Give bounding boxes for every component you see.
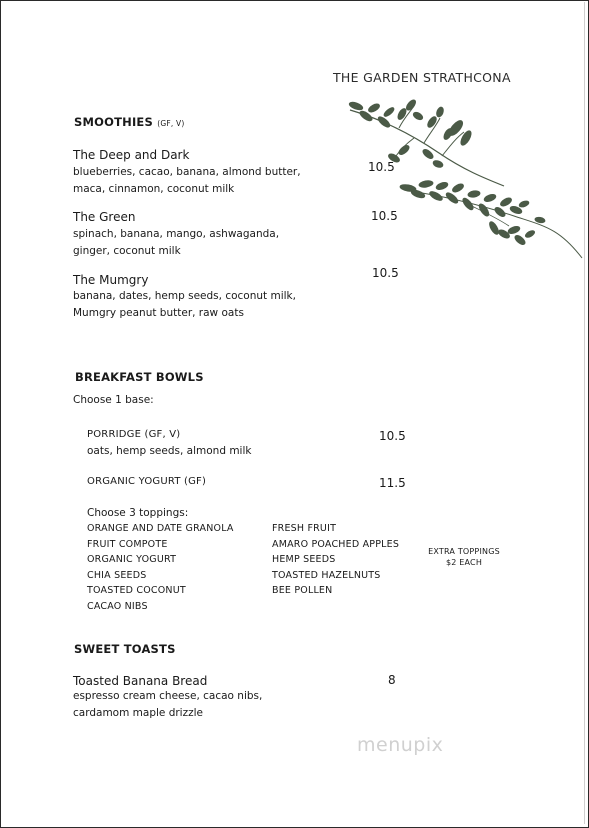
menu-item-price: 10.5 <box>371 209 398 223</box>
topping-item: TOASTED COCONUT <box>87 585 186 596</box>
menu-item-price: 10.5 <box>368 160 395 174</box>
topping-item: FRUIT COMPOTE <box>87 538 168 550</box>
topping-item: ORANGE AND DATE GRANOLA <box>87 523 234 534</box>
bowl-base-description: oats, hemp seeds, almond milk <box>87 445 252 457</box>
menu-item-description: blueberries, cacao, banana, almond butter, maca, cinnamon, coconut milk <box>73 166 301 195</box>
bowl-base-price: 11.5 <box>379 476 406 490</box>
bowl-base-name: ORGANIC YOGURT (GF) <box>87 476 207 487</box>
topping-item: CHIA SEEDS <box>87 569 147 581</box>
extra-toppings-note: EXTRA TOPPINGS $2 EACH <box>428 547 500 567</box>
breakfast-bowls-heading: BREAKFAST BOWLS <box>75 370 204 384</box>
topping-item: CACAO NIBS <box>87 600 148 612</box>
menu-item-price: 10.5 <box>372 266 399 280</box>
topping-item: ORGANIC YOGURT <box>87 554 177 565</box>
bowl-base-name: PORRIDGE (GF, V) <box>87 429 181 440</box>
menu-item-name: The Green <box>73 210 136 224</box>
toppings-prompt: Choose 3 toppings: <box>87 507 189 519</box>
menu-item-description: espresso cream cheese, cacao nibs, cardamom maple drizzle <box>73 690 263 719</box>
botanical-leaves-icon <box>344 98 584 260</box>
menu-item-description: banana, dates, hemp seeds, coconut milk, Mumgry peanut butter, raw oats <box>73 290 296 319</box>
menu-item-description: spinach, banana, mango, ashwaganda, ginger, coconut milk <box>73 228 280 257</box>
base-prompt: Choose 1 base: <box>73 394 154 406</box>
toppings-column-2 <box>272 521 399 599</box>
sweet-toasts-heading: SWEET TOASTS <box>74 642 176 656</box>
menu-item-name: The Mumgry <box>73 273 149 287</box>
topping-item: FRESH FRUIT <box>272 523 337 534</box>
watermark: menupix <box>357 734 444 756</box>
topping-item: HEMP SEEDS <box>272 554 336 565</box>
smoothies-heading: SMOOTHIES (GF, V) <box>74 115 185 129</box>
restaurant-name: THE GARDEN STRATHCONA <box>333 70 511 85</box>
bowl-base-price: 10.5 <box>379 429 406 443</box>
topping-item: TOASTED HAZELNUTS <box>272 569 381 581</box>
topping-item: BEE POLLEN <box>272 585 333 596</box>
toppings-column-1 <box>87 521 234 614</box>
menu-item-price: 8 <box>388 673 396 687</box>
menu-item-name: The Deep and Dark <box>73 148 190 162</box>
menu-item-name: Toasted Banana Bread <box>73 674 208 688</box>
topping-item: AMARO POACHED APPLES <box>272 538 400 550</box>
